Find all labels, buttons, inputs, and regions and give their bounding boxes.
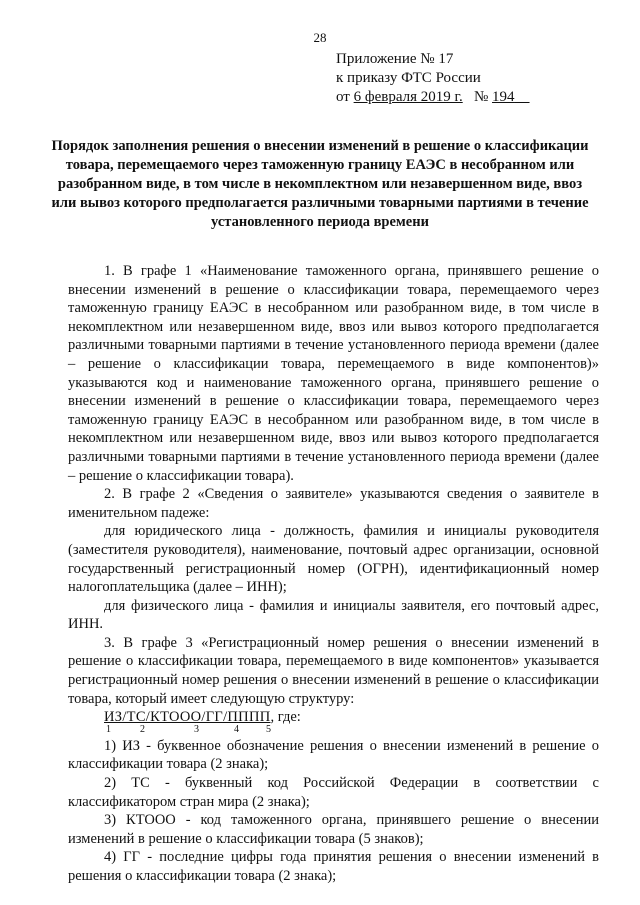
date-prefix: от — [336, 89, 350, 105]
structure-index: 1 — [106, 723, 111, 735]
structure-index: 3 — [194, 723, 199, 735]
appendix-order-line: к приказу ФТС России — [336, 70, 481, 86]
paragraph-2-legal-entity: для юридического лица - должность, фамилия и инициалы руководителя (заместителя руководителя), наименование, почтовый адрес организации, основной государственный регистрационный номер (ОГРН), идентификационный номер налогоплательщика (далее – ИНН); — [68, 523, 599, 596]
structure-index: 5 — [266, 723, 271, 735]
page-number: 28 — [313, 30, 327, 45]
appendix-date-line — [336, 88, 530, 107]
document-title: Порядок заполнения решения о внесении изменений в решение о классификации товара, перемещаемого через таможенную границу ЕАЭС в несобранном или разобранном виде, в том числе в некомплектном или незавершенном виде, ввоз или вывоз которого предполагается различными товарными партиями в течение установленного периода времени — [51, 138, 589, 230]
structure-index: 2 — [140, 723, 145, 735]
order-number-label: № — [473, 89, 489, 105]
order-date: 6 февраля 2019 г. — [353, 89, 463, 105]
appendix-header — [336, 50, 530, 107]
structure-index: 4 — [234, 723, 239, 735]
structure-indices — [68, 723, 599, 737]
paragraph-2: 2. В графе 2 «Сведения о заявителе» указываются сведения о заявителе в именительном падеже: — [68, 486, 599, 521]
structure-item-1: 1) ИЗ - буквенное обозначение решения о внесении изменений в решение о классификации товара (2 знака); — [68, 737, 599, 773]
structure-item-3: 3) КТООО - код таможенного органа, принявшего решение о внесении изменений в решение о классификации товара (5 знаков); — [68, 812, 599, 847]
structure-item-4: 4) ГГ - последние цифры года принятия решения о внесении изменений в решения о классификации товара (2 знака); — [68, 849, 599, 884]
appendix-line: Приложение № 17 — [336, 51, 454, 67]
paragraph-1: 1. В графе 1 «Наименование таможенного органа, принявшего решение о внесении изменений в решение о классификации товара, перемещаемого через таможенную границу ЕАЭС в несобранном или разобранном виде, в том числе в некомплектном или незавершенном виде, ввоз или вывоз которого предполагается различными товарными партиями в течение установленного периода времени (далее – решение о классификации товара, перемещаемого в виде компонентов)» указываются код и наименование таможенного органа, принявшего решение о внесении изменений в решение о классификации товара, перемещаемого через таможенную границу ЕАЭС в несобранном или разобранном виде, в том числе в некомплектном или незавершенном виде, ввоз или вывоз которого предполагается различными товарными партиями в течение установленного периода времени (далее – решение о классификации товара). — [68, 263, 599, 484]
document-body — [68, 262, 599, 886]
structure-suffix: , где: — [270, 709, 301, 726]
order-number: 194 — [492, 89, 515, 105]
structure-item-2: 2) ТС - буквенный код Российской Федерации в соответствии с классификатором стран мира (2 знака); — [68, 775, 599, 810]
number-structure — [68, 708, 599, 727]
paragraph-3: 3. В графе 3 «Регистрационный номер решения о внесении изменений в решение о классификации товара, перемещаемого в виде компонентов» указывается регистрационный номер решения о внесении изменений в решение о классификации товара, который имеет следующую структуру: — [68, 634, 599, 707]
structure-code: ИЗ/ТС/КТООО/ГГ/ПППП — [104, 709, 271, 726]
paragraph-2-individual: для физического лица - фамилия и инициалы заявителя, его почтовый адрес, ИНН. — [68, 597, 599, 633]
